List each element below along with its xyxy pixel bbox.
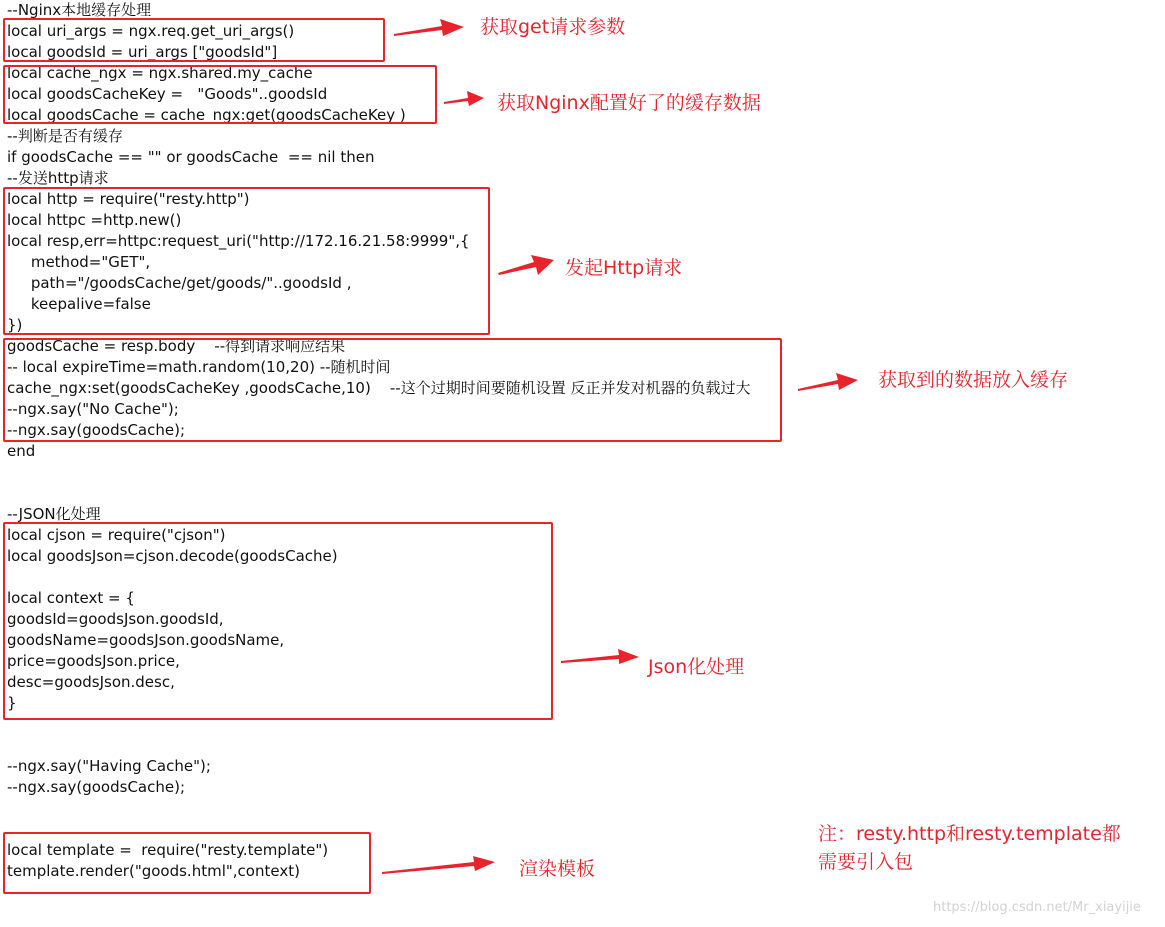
code-line: local resp,err=httpc:request_uri("http://172.16.21.58:9999",{	[7, 232, 470, 250]
arrow-icon	[798, 370, 860, 394]
annotation-label: 获取get请求参数	[480, 16, 626, 38]
code-line: keepalive=false	[7, 295, 151, 313]
code-line: --判断是否有缓存	[7, 127, 123, 145]
arrow-icon	[561, 646, 641, 668]
arrow-icon	[394, 16, 466, 42]
highlight-box-cache-get	[3, 65, 437, 124]
code-line: --ngx.say("No Cache");	[7, 400, 179, 418]
highlight-box-uri-args	[3, 18, 385, 62]
code-line: --JSON化处理	[7, 505, 101, 523]
code-line: local template = require("resty.template")	[7, 841, 329, 859]
code-line: -- local expireTime=math.random(10,20) --随机时间	[7, 358, 391, 376]
code-line: local goodsCache = cache_ngx:get(goodsCacheKey )	[7, 106, 406, 124]
highlight-box-json	[3, 522, 553, 720]
highlight-box-cache-set	[3, 338, 782, 442]
note-text: 注：resty.http和resty.template都	[818, 823, 1121, 845]
highlight-box-template	[3, 832, 371, 894]
arrow-icon	[444, 88, 486, 110]
code-line: goodsId=goodsJson.goodsId,	[7, 610, 224, 628]
code-line: price=goodsJson.price,	[7, 652, 180, 670]
code-line: --ngx.say(goodsCache);	[7, 421, 186, 439]
code-line: local goodsJson=cjson.decode(goodsCache)	[7, 547, 338, 565]
code-line: local cjson = require("cjson")	[7, 526, 226, 544]
annotation-label: 渲染模板	[519, 858, 596, 880]
annotation-label: 获取Nginx配置好了的缓存数据	[497, 92, 761, 114]
watermark: https://blog.csdn.net/Mr_xiayijie	[933, 900, 1141, 915]
note-text: 需要引入包	[818, 851, 914, 873]
arrow-icon	[498, 252, 556, 278]
code-line: --发送http请求	[7, 169, 109, 187]
code-line: })	[7, 316, 23, 334]
code-line: template.render("goods.html",context)	[7, 862, 300, 880]
code-line: local goodsId = uri_args ["goodsId"]	[7, 43, 278, 61]
code-line: path="/goodsCache/get/goods/"..goodsId ,	[7, 274, 352, 292]
code-line: local context = {	[7, 589, 135, 607]
code-line: cache_ngx:set(goodsCacheKey ,goodsCache,10) --这个过期时间要随机设置 反正并发对机器的负载过大	[7, 379, 751, 397]
annotation-label: Json化处理	[648, 656, 745, 678]
highlight-box-http-request	[3, 187, 490, 335]
code-line: --ngx.say(goodsCache);	[7, 778, 186, 796]
code-line: goodsCache = resp.body --得到请求响应结果	[7, 337, 346, 355]
code-line: local http = require("resty.http")	[7, 190, 250, 208]
code-line: method="GET",	[7, 253, 151, 271]
code-line: local uri_args = ngx.req.get_uri_args()	[7, 22, 295, 40]
code-line: --ngx.say("Having Cache");	[7, 757, 211, 775]
code-line: local httpc =http.new()	[7, 211, 182, 229]
arrow-icon	[382, 853, 497, 877]
code-line: desc=goodsJson.desc,	[7, 673, 175, 691]
code-line: if goodsCache == "" or goodsCache == nil then	[7, 148, 375, 166]
code-line: local cache_ngx = ngx.shared.my_cache	[7, 64, 313, 82]
code-line: end	[7, 442, 36, 460]
code-line: --Nginx本地缓存处理	[7, 1, 152, 19]
code-line: }	[7, 694, 17, 712]
code-line: goodsName=goodsJson.goodsName,	[7, 631, 285, 649]
annotation-label: 获取到的数据放入缓存	[878, 369, 1069, 391]
annotation-label: 发起Http请求	[565, 257, 683, 279]
code-line: local goodsCacheKey = "Goods"..goodsId	[7, 85, 328, 103]
